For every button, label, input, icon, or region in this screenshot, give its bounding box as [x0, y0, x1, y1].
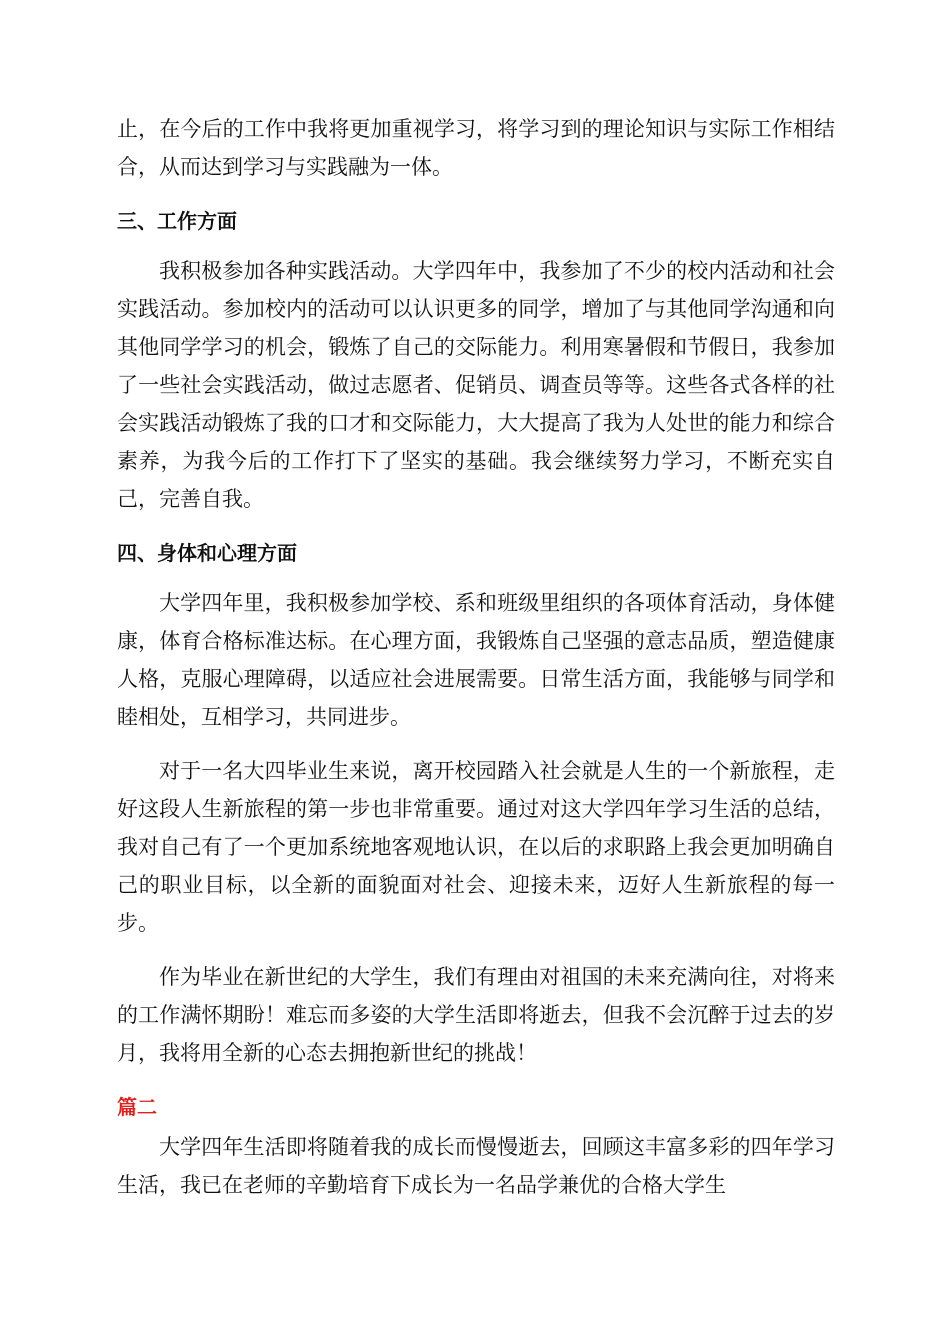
document-page	[117, 110, 835, 1204]
paragraph-work: 我积极参加各种实践活动。大学四年中，我参加了不少的校内活动和社会实践活动。参加校内的活动可以认识更多的同学，增加了与其他同学沟通和向其他同学学习的机会，锻炼了自己的交际能力。利用寒暑假和节假日，我参加了一些社会实践活动，做过志愿者、促销员、调查员等等。这些各式各样的社会实践活动锻炼了我的口才和交际能力，大大提高了我为人处世的能力和综合素养，为我今后的工作打下了坚实的基础。我会继续努力学习，不断充实自己，完善自我。	[117, 259, 835, 511]
heading-work: 三、工作方面	[117, 209, 237, 233]
paragraph-study-continued: 止，在今后的工作中我将更加重视学习，将学习到的理论知识与实际工作相结合，从而达到学习与实践融为一体。	[117, 117, 835, 179]
paragraph-new-century: 作为毕业在新世纪的大学生，我们有理由对祖国的未来充满向往，对将来的工作满怀期盼！难忘而多姿的大学生活即将逝去，但我不会沉醉于过去的岁月，我将用全新的心态去拥抱新世纪的挑战！	[117, 965, 835, 1065]
heading-body-mind: 四、身体和心理方面	[117, 541, 297, 565]
paragraph-body-mind: 大学四年里，我积极参加学校、系和班级里组织的各项体育活动，身体健康，体育合格标准达标。在心理方面，我锻炼自己坚强的意志品质，塑造健康人格，克服心理障碍，以适应社会进展需要。日常生活方面，我能够与同学和睦相处，互相学习，共同进步。	[117, 591, 835, 729]
section-title-part-two: 篇二	[117, 1095, 157, 1119]
paragraph-new-journey: 对于一名大四毕业生来说，离开校园踏入社会就是人生的一个新旅程，走好这段人生新旅程的第一步也非常重要。通过对这大学四年学习生活的总结，我对自己有了一个更加系统地客观地认识，在以后的求职路上我会更加明确自己的职业目标，以全新的面貌面对社会、迎接未来，迈好人生新旅程的每一步。	[117, 759, 835, 935]
paragraph-part-two-intro: 大学四年生活即将随着我的成长而慢慢逝去，回顾这丰富多彩的四年学习生活，我已在老师的辛勤培育下成长为一名品学兼优的合格大学生	[117, 1135, 835, 1197]
